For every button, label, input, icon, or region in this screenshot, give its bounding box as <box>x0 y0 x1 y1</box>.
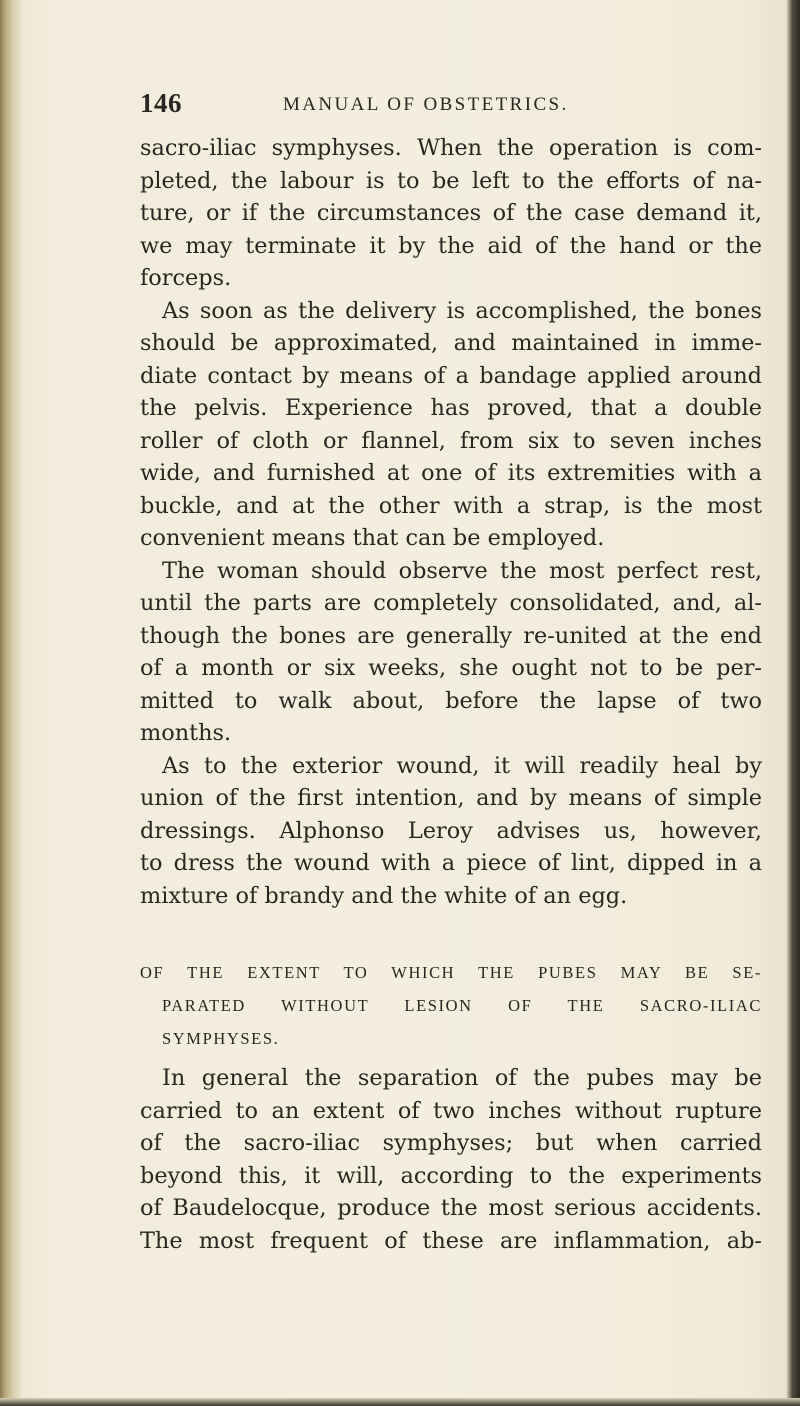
text-line: of the sacro-iliac symphyses; but when carried <box>140 1130 762 1156</box>
text-line: roller of cloth or flannel, from six to seven inches <box>140 427 762 454</box>
page-bottom-edge <box>0 1398 800 1406</box>
page-number: 146 <box>140 88 182 118</box>
text-line: The most frequent of these are inflammation, ab- <box>140 1227 762 1254</box>
text-line: of a month or six weeks, she ought not to be per- <box>140 655 762 681</box>
text-line: mixture of brandy and the white of an egg. <box>140 882 628 909</box>
text-line: months. <box>140 720 232 746</box>
text-line: diate contact by means of a bandage applied around <box>140 362 762 389</box>
page-header <box>140 88 760 128</box>
text-line: buckle, and at the other with a strap, is the most <box>140 492 762 519</box>
text-line: The woman should observe the most perfect rest, <box>162 557 762 584</box>
text-line: the pelvis. Experience has proved, that a double <box>140 395 762 421</box>
page-gutter-shadow <box>0 0 22 1406</box>
text-line: we may terminate it by the aid of the hand or the <box>140 232 762 259</box>
text-line: As to the exterior wound, it will readily heal by <box>162 752 762 779</box>
text-line: In general the separation of the pubes may be <box>162 1065 762 1091</box>
text-line: beyond this, it will, according to the experiments <box>140 1162 762 1189</box>
body-text <box>140 132 762 912</box>
text-line: sacro-iliac symphyses. When the operation is com- <box>140 135 762 161</box>
text-line: though the bones are generally re-united at the end <box>140 622 762 649</box>
text-line: mitted to walk about, before the lapse of two <box>140 687 762 714</box>
text-line: convenient means that can be employed. <box>140 525 605 551</box>
heading-line: OF THE EXTENT TO WHICH THE PUBES MAY BE SE- <box>140 963 762 982</box>
text-line: As soon as the delivery is accomplished, the bones <box>162 297 762 324</box>
final-paragraph <box>140 1062 762 1257</box>
text-line: ture, or if the circumstances of the case demand it, <box>140 200 762 226</box>
text-line: carried to an extent of two inches without rupture <box>140 1097 762 1124</box>
text-line: forceps. <box>140 265 232 291</box>
text-line: dressings. Alphonso Leroy advises us, however, <box>140 817 762 844</box>
text-line: union of the first intention, and by means of simple <box>140 785 762 811</box>
page-edge-shadow <box>786 0 800 1406</box>
heading-line: SYMPHYSES. <box>162 1029 280 1048</box>
text-line: until the parts are completely consolidated, and, al- <box>140 590 762 616</box>
text-line: to dress the wound with a piece of lint, dipped in a <box>140 850 762 876</box>
text-line: pleted, the labour is to be left to the efforts of na- <box>140 167 762 194</box>
text-line: should be approximated, and maintained in imme- <box>140 330 762 356</box>
section-heading <box>140 956 762 1055</box>
running-title: MANUAL OF OBSTETRICS. <box>283 94 569 115</box>
text-line: of Baudelocque, produce the most serious accidents. <box>140 1195 762 1221</box>
heading-line: PARATED WITHOUT LESION OF THE SACRO-ILIAC <box>162 996 762 1015</box>
text-line: wide, and furnished at one of its extremities with a <box>140 460 762 486</box>
